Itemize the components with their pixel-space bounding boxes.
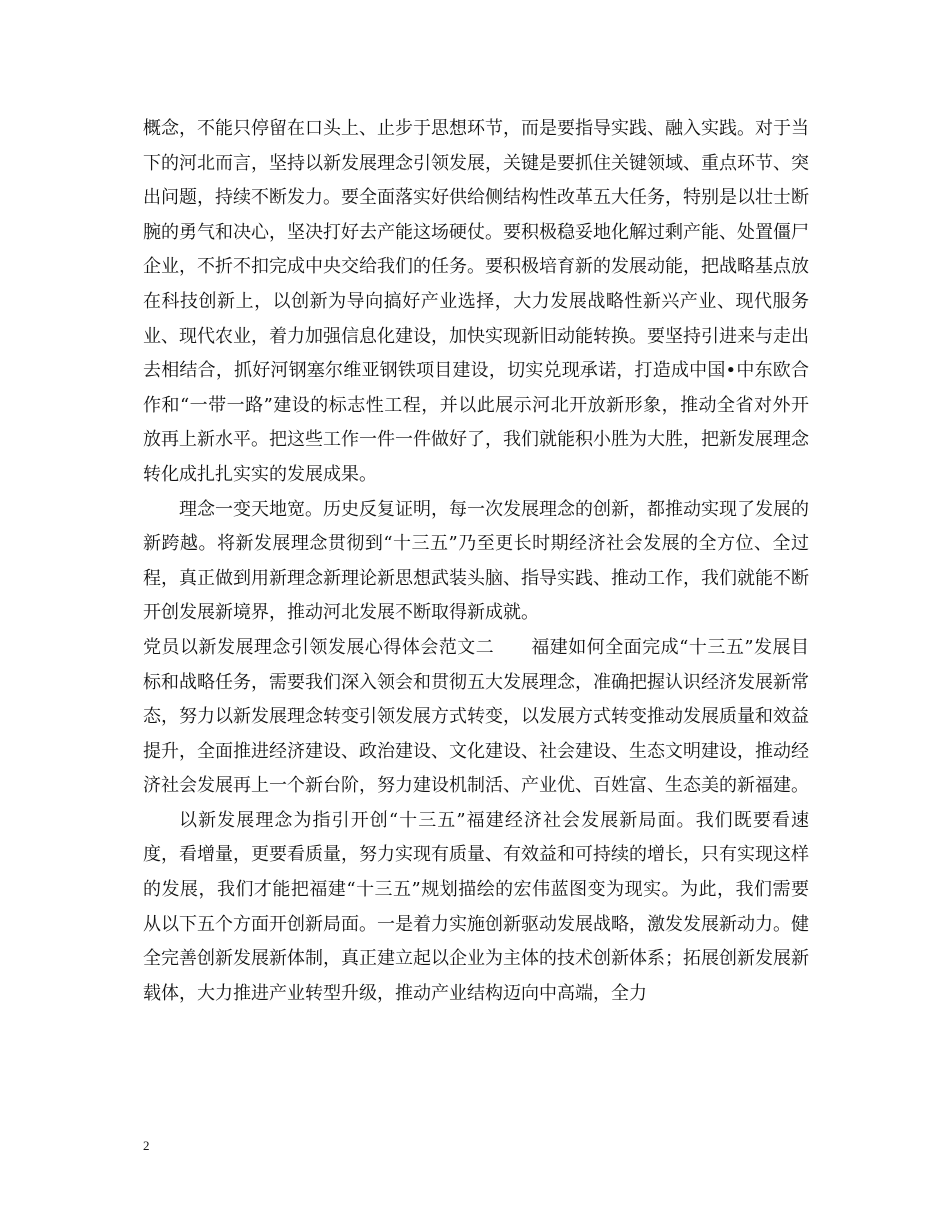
paragraph-3: 党员以新发展理念引领发展心得体会范文二 福建如何全面完成“十三五”发展目标和战略任务，需要我们深入领会和贯彻五大发展理念，准确把握认识经济发展新常态，努力以新发展理念转变引领发展方式转变，以发展方式转变推动发展质量和效益提升，全面推进经济建设、政治建设、文化建设、社会建设、生态文明建设，推动经济社会发展再上一个新台阶，努力建设机制活、产业优、百姓富、生态美的新福建。 — [143, 636, 809, 797]
paragraph-1: 概念，不能只停留在口头上、止步于思想环节，而是要指导实践、融入实践。对于当下的河北而言，坚持以新发展理念引领发展，关键是要抓住关键领域、重点环节、突出问题，持续不断发力。要全面落实好供给侧结构性改革五大任务，特别是以壮士断腕的勇气和决心，坚决打好去产能这场硬仗。要积极稳妥地化解过剩产能、处置僵尸企业，不折不扣完成中央交给我们的任务。要积极培育新的发展动能，把战略基点放在科技创新上，以创新为导向搞好产业选择，大力发展战略性新兴产业、现代服务业、现代农业，着力加强信息化建设，加快实现新旧动能转换。要坚持引进来与走出去相结合，抓好河钢塞尔维亚钢铁项目建设，切实兑现承诺，打造成中国•中东欧合作和“一带一路”建设的标志性工程，并以此展示河北开放新形象，推动全省对外开放再上新水平。把这些工作一件一件做好了，我们就能积小胜为大胜，把新发展理念转化成扎扎实实的发展成果。 — [143, 118, 809, 485]
paragraph-2: 理念一变天地宽。历史反复证明，每一次发展理念的创新，都推动实现了发展的新跨越。将新发展理念贯彻到“十三五”乃至更长时期经济社会发展的全方位、全过程，真正做到用新理念新理论新思想武装头脑、指导实践、推动工作，我们就能不断开创发展新境界，推动河北发展不断取得新成就。 — [143, 498, 809, 624]
document-body — [143, 112, 809, 1011]
paragraph-4: 以新发展理念为指引开创“十三五”福建经济社会发展新局面。我们既要看速度，看增量，更要看质量，努力实现有质量、有效益和可持续的增长，只有实现这样的发展，我们才能把福建“十三五”规划描绘的宏伟蓝图变为现实。为此，我们需要从以下五个方面开创新局面。一是着力实施创新驱动发展战略，激发发展新动力。健全完善创新发展新体制，真正建立起以企业为主体的技术创新体系；拓展创新发展新载体，大力推进产业转型升级，推动产业结构迈向中高端，全力 — [143, 809, 809, 1004]
page-number: 2 — [143, 1138, 150, 1153]
